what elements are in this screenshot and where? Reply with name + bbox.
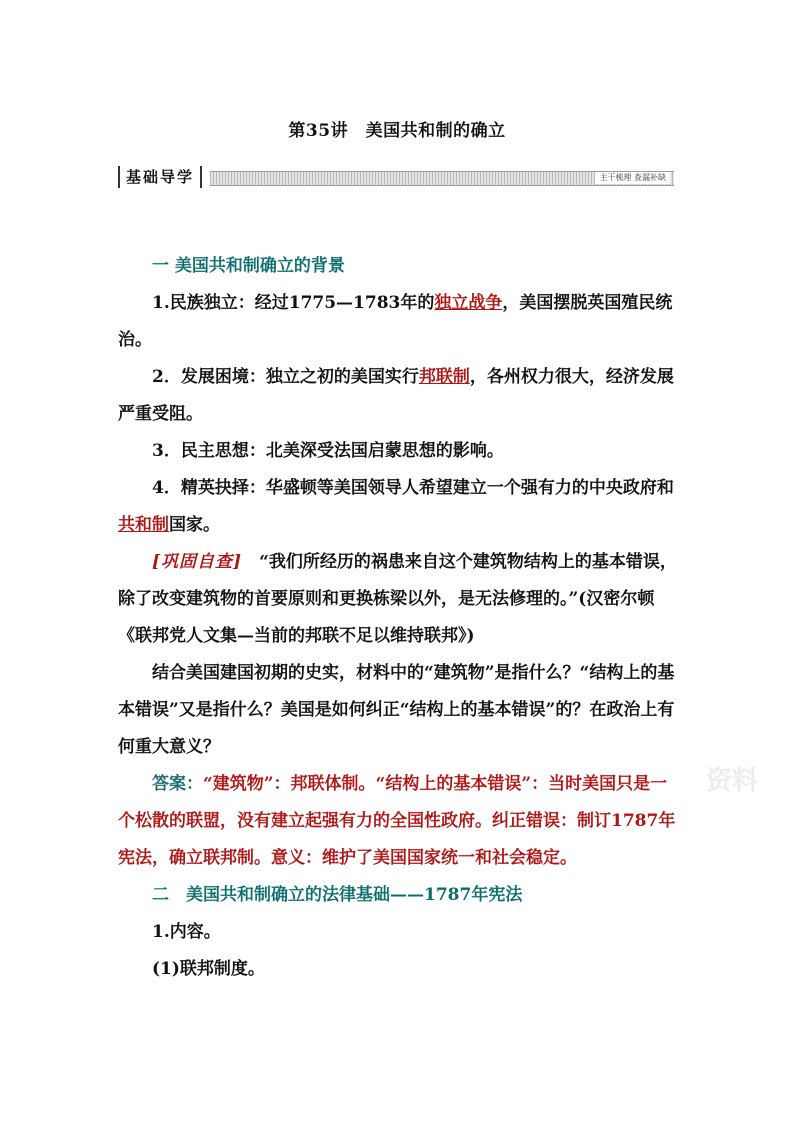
- answer: [118, 766, 684, 877]
- paragraph-democracy: 3．民主思想：北美深受法国启蒙思想的影响。: [152, 441, 504, 461]
- check-label: [巩固自查]: [152, 552, 243, 572]
- text: 2．发展困境：独立之初的美国实行: [152, 367, 419, 387]
- keyword-republic: 共和制: [118, 515, 169, 535]
- item-content: 1.内容。: [152, 922, 221, 942]
- text: 国家。: [169, 515, 220, 535]
- banner-label: 基础导学: [118, 166, 202, 188]
- banner-subtitle: 主干梳理 查漏补缺: [595, 172, 670, 184]
- keyword-independence-war: 独立战争: [434, 293, 503, 313]
- section-banner: [118, 166, 674, 188]
- section1-heading: 一 美国共和制确立的背景: [152, 256, 345, 276]
- paragraph-dilemma: [118, 359, 684, 433]
- answer-label: 答案：: [152, 774, 203, 794]
- quote-text: “我们所经历的祸患来自这个建筑物结构上的基本错误，除了改变建筑物的首要原则和更换栋梁以外，是无法修理的。”(汉密尔顿《联邦党人文集—当前的邦联不足以维持联邦》): [118, 552, 677, 646]
- paragraph-independence: [118, 285, 684, 359]
- section2-heading: 二 美国共和制确立的法律基础——1787年宪法: [152, 885, 523, 905]
- question: 结合美国建国初期的史实，材料中的“建筑物”是指什么？“结构上的基本错误”又是指什么？美国是如何纠正“结构上的基本错误”的？在政治上有何重大意义？: [118, 663, 675, 757]
- text: 1.民族独立：经过1775—1783年的: [152, 293, 435, 313]
- text: 4．精英抉择：华盛顿等美国领导人希望建立一个强有力的中央政府和: [152, 478, 674, 498]
- page-title: 第35讲 美国共和制的确立: [288, 121, 506, 141]
- check-quote: [118, 544, 684, 655]
- document-body: [118, 248, 684, 988]
- keyword-confederation: 邦联制: [418, 367, 470, 387]
- text: ，美国摆脱英国殖民统治。: [118, 293, 673, 350]
- watermark: 资料: [706, 766, 759, 796]
- text: ，各州权力很大，经济发展严重受阻。: [118, 367, 674, 424]
- answer-text: “建筑物”：邦联体制。“结构上的基本错误”：当时美国只是一个松散的联盟，没有建立起强有力的全国性政府。纠正错误：制订1787年宪法，确立联邦制。意义：维护了美国国家统一和社会稳定。: [118, 774, 676, 868]
- item-federal-system: (1)联邦制度。: [152, 959, 265, 979]
- paragraph-elite: [118, 470, 684, 544]
